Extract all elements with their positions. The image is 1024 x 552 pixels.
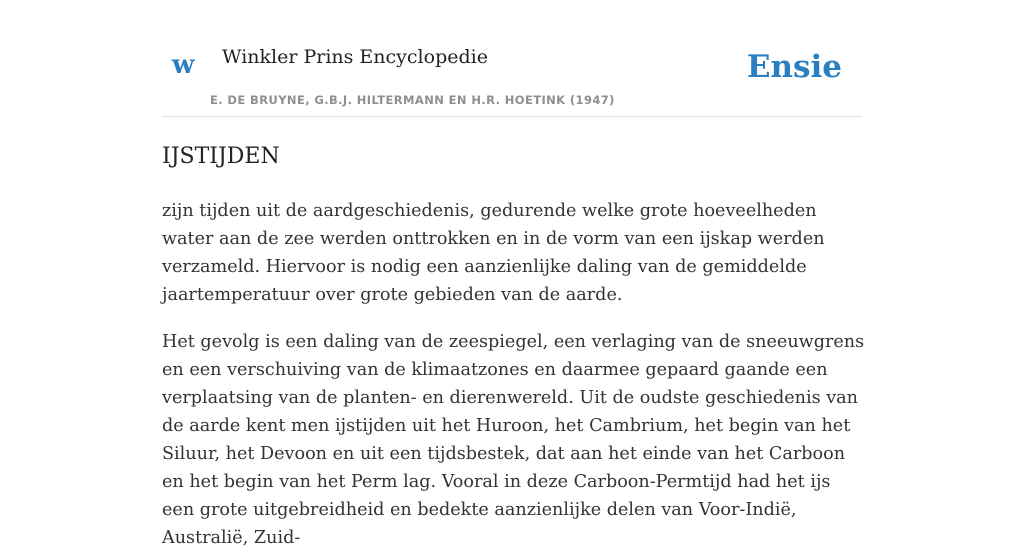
winkler-prins-logo-icon[interactable]: w	[172, 50, 195, 80]
encyclopedia-authors: E. DE BRUYNE, G.B.J. HILTERMANN EN H.R. HOETINK (1947)	[210, 93, 615, 107]
site-header	[162, 0, 862, 117]
article-page	[162, 0, 865, 552]
article-paragraph: Het gevolg is een daling van de zeespiegel, een verlaging van de sneeuwgrens en een verschuiving van de klimaatzones en daarmee gepaard gaande een verplaatsing van de planten- en dierenwereld. Uit de oudste geschiedenis van de aarde kent men ijstijden uit het Huroon, het Cambrium, het begin van het Siluur, het Devoon en uit een tijdsbestek, dat aan het einde van het Carboon en het begin van het Perm lag. Vooral in deze Carboon-Permtijd had het ijs een grote uitgebreidheid en bedekte aanzienlijke delen van Voor-Indië, Australië, Zuid-	[162, 332, 865, 548]
ensie-brand-link[interactable]: Ensie	[746, 49, 842, 85]
article-body	[162, 197, 865, 552]
article-headword: IJSTIJDEN	[162, 144, 280, 169]
article-paragraph: zijn tijden uit de aardgeschiedenis, gedurende welke grote hoeveelheden water aan de zee werden onttrokken en in de vorm van een ijskap werden verzameld. Hiervoor is nodig een aanzienlijke daling van de gemiddelde jaartemperatuur over grote gebieden van de aarde.	[162, 201, 825, 305]
encyclopedia-title[interactable]: Winkler Prins Encyclopedie	[222, 46, 488, 68]
